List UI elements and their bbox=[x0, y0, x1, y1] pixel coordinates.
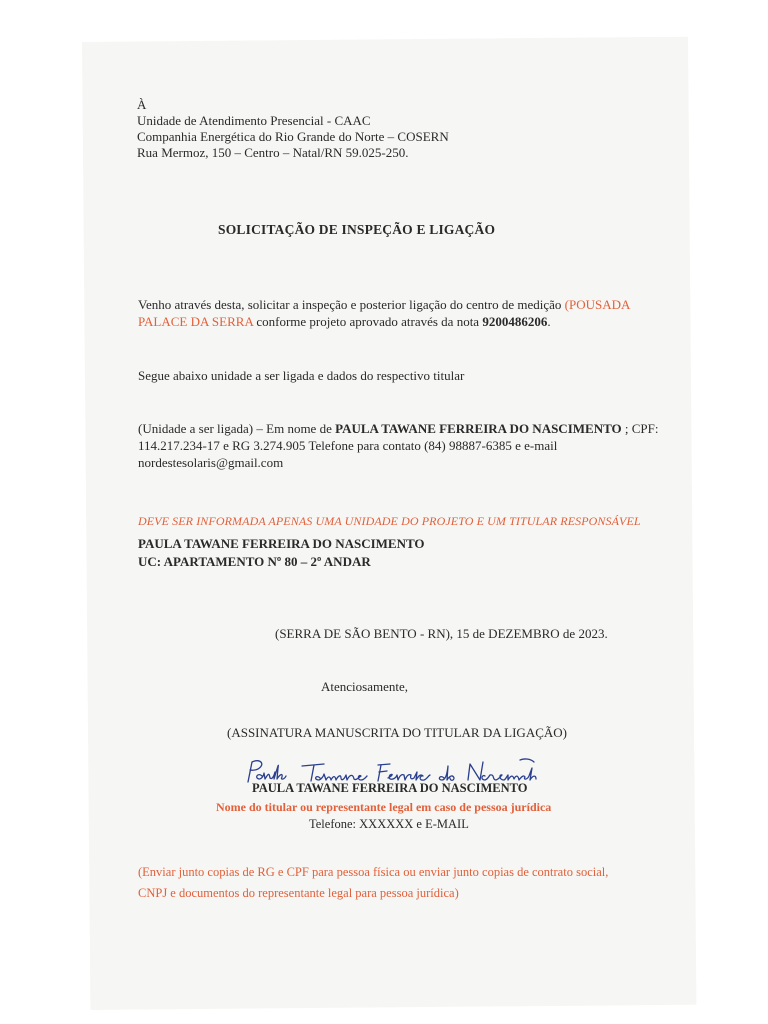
holder-block bbox=[138, 535, 425, 571]
consumer-unit: UC: APARTAMENTO Nº 80 – 2º ANDAR bbox=[138, 554, 371, 569]
unit-info-email: nordestesolaris@gmail.com bbox=[138, 455, 284, 470]
intro-line: Segue abaixo unidade a ser ligada e dados do respectivo titular bbox=[138, 368, 465, 383]
closing-line: Atenciosamente, bbox=[321, 679, 408, 694]
request-paragraph bbox=[138, 296, 630, 330]
unit-info-text: (Unidade a ser ligada) – Em nome de bbox=[138, 421, 336, 436]
request-text-3: . bbox=[547, 314, 551, 329]
attachments-note bbox=[138, 862, 608, 904]
holder-name: PAULA TAWANE FERREIRA DO NASCIMENTO bbox=[138, 536, 425, 551]
project-name-part2: PALACE DA SERRA bbox=[138, 314, 254, 329]
recipient-line: Rua Mermoz, 150 – Centro – Natal/RN 59.025-250. bbox=[137, 145, 409, 160]
recipient-line: Unidade de Atendimento Presencial - CAAC bbox=[137, 113, 371, 128]
recipient-address bbox=[137, 97, 449, 161]
document-title: SOLICITAÇÃO DE INSPEÇÃO E LIGAÇÃO bbox=[218, 222, 496, 237]
unit-info bbox=[138, 420, 659, 471]
signer-name: PAULA TAWANE FERREIRA DO NASCIMENTO bbox=[252, 781, 528, 795]
request-text: Venho através desta, solicitar a inspeção e posterior ligação do centro de medição bbox=[138, 297, 565, 312]
signature-label: (ASSINATURA MANUSCRITA DO TITULAR DA LIGAÇÃO) bbox=[227, 725, 567, 740]
request-text-2: conforme projeto aprovado através da nota bbox=[253, 314, 483, 329]
signer-role: Nome do titular ou representante legal em caso de pessoa jurídica bbox=[216, 800, 552, 814]
unit-info-documents: 114.217.234-17 e RG 3.274.905 Telefone para contato (84) 98887-6385 e e-mail bbox=[138, 438, 558, 453]
date-line: (SERRA DE SÃO BENTO - RN), 15 de DEZEMBRO de 2023. bbox=[275, 626, 608, 641]
attachments-note-line: (Enviar junto copias de RG e CPF para pessoa física ou enviar junto copias de contrato social, bbox=[138, 865, 609, 879]
note-number: 9200486206 bbox=[482, 314, 548, 329]
unit-holder-name: PAULA TAWANE FERREIRA DO NASCIMENTO bbox=[335, 421, 622, 436]
warning-note: DEVE SER INFORMADA APENAS UMA UNIDADE DO PROJETO E UM TITULAR RESPONSÁVEL bbox=[138, 514, 641, 528]
recipient-line: Companhia Energética do Rio Grande do Norte – COSERN bbox=[137, 129, 449, 144]
signer-contact: Telefone: XXXXXX e E-MAIL bbox=[309, 817, 469, 831]
unit-info-cpf-label: ; CPF: bbox=[621, 421, 659, 436]
project-name-part1: (POUSADA bbox=[564, 297, 631, 312]
recipient-line: À bbox=[137, 97, 147, 112]
attachments-note-line: CNPJ e documentos do representante legal para pessoa jurídica) bbox=[138, 886, 459, 900]
